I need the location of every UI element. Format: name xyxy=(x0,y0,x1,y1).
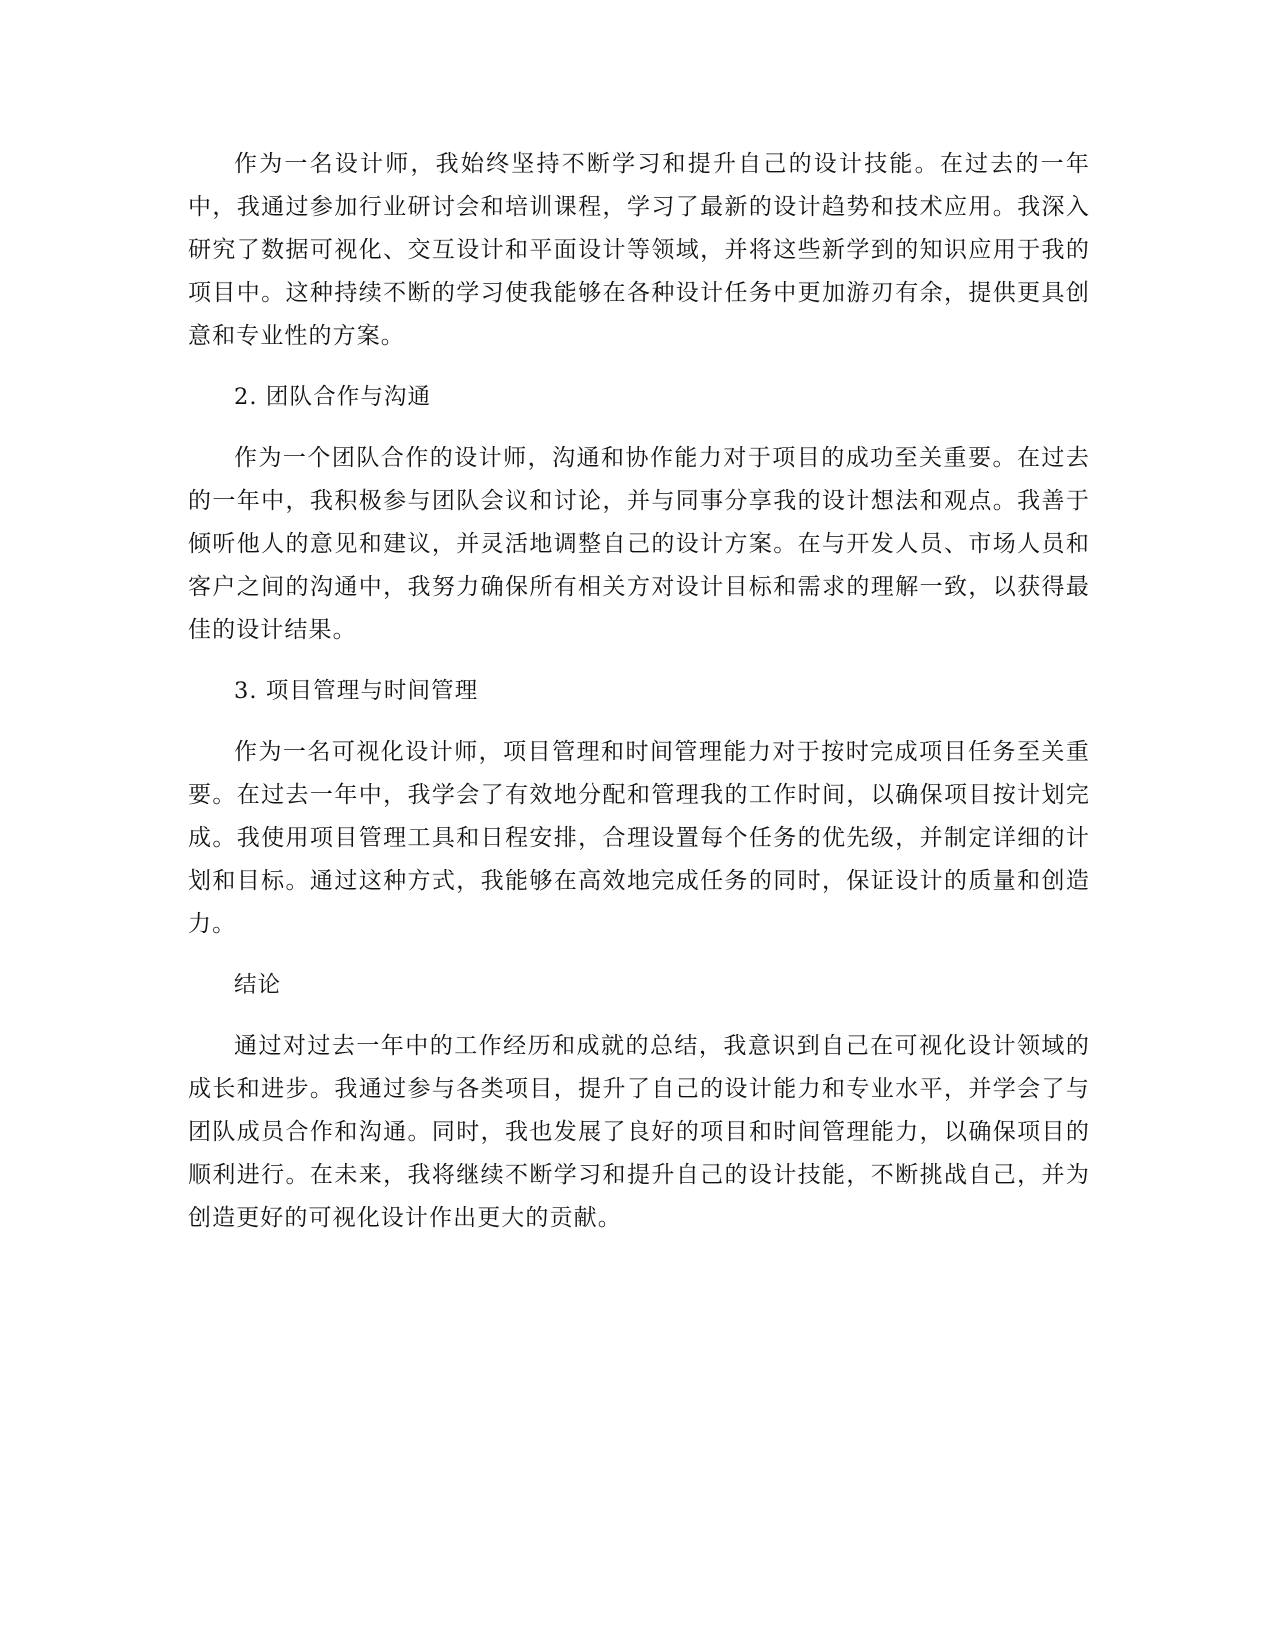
paragraph-skill-learning: 作为一名设计师，我始终坚持不断学习和提升自己的设计技能。在过去的一年中，我通过参加行业研讨会和培训课程，学习了最新的设计趋势和技术应用。我深入研究了数据可视化、交互设计和平面设计等领域，并将这些新学到的知识应用于我的项目中。这种持续不断的学习使我能够在各种设计任务中更加游刃有余，提供更具创意和专业性的方案。 xyxy=(188,151,1090,349)
paragraph-conclusion: 通过对过去一年中的工作经历和成就的总结，我意识到自己在可视化设计领域的成长和进步。我通过参与各类项目，提升了自己的设计能力和专业水平，并学会了与团队成员合作和沟通。同时，我也发展了良好的项目和时间管理能力，以确保项目的顺利进行。在未来，我将继续不断学习和提升自己的设计技能，不断挑战自己，并为创造更好的可视化设计作出更大的贡献。 xyxy=(188,1033,1090,1231)
paragraph-project-management: 作为一名可视化设计师，项目管理和时间管理能力对于按时完成项目任务至关重要。在过去一年中，我学会了有效地分配和管理我的工作时间，以确保项目按计划完成。我使用项目管理工具和日程安排，合理设置每个任务的优先级，并制定详细的计划和目标。通过这种方式，我能够在高效地完成任务的同时，保证设计的质量和创造力。 xyxy=(188,739,1090,937)
section-heading-conclusion: 结论 xyxy=(234,972,282,998)
paragraph-teamwork: 作为一个团队合作的设计师，沟通和协作能力对于项目的成功至关重要。在过去的一年中，我积极参与团队会议和讨论，并与同事分享我的设计想法和观点。我善于倾听他人的意见和建议，并灵活地调整自己的设计方案。在与开发人员、市场人员和客户之间的沟通中，我努力确保所有相关方对设计目标和需求的理解一致，以获得最佳的设计结果。 xyxy=(188,445,1090,643)
section-heading-project-management: 3. 项目管理与时间管理 xyxy=(234,678,479,704)
document-body xyxy=(188,143,1090,1258)
section-heading-teamwork: 2. 团队合作与沟通 xyxy=(234,384,432,410)
